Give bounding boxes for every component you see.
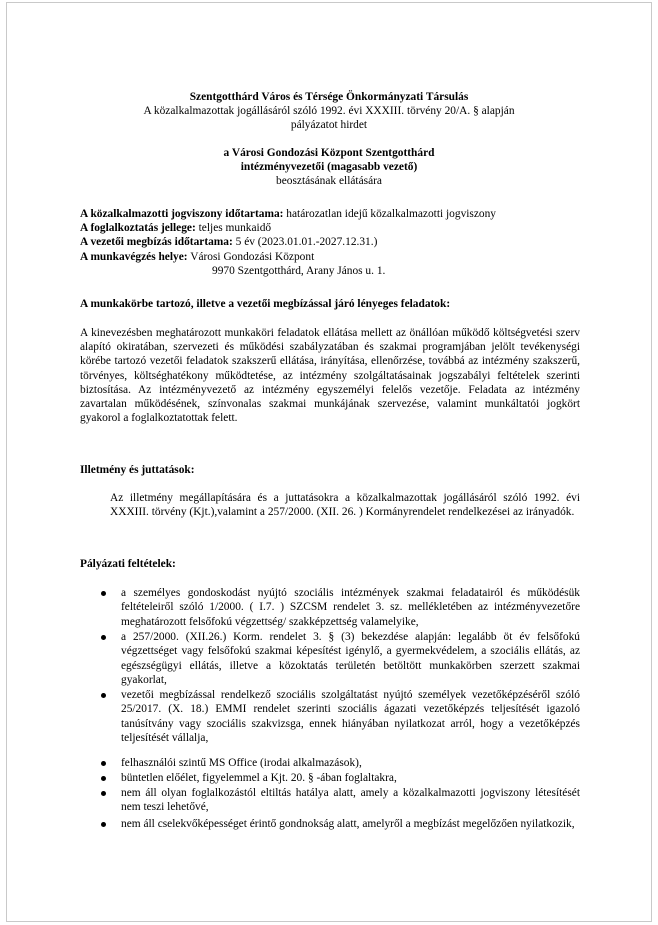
bullet-icon [101,591,106,596]
list-item: nem áll cselekvőképességet érintő gondnokság alatt, amelyről a megbízást megelőzően nyilatkozik, [121,818,575,830]
detail-value: 5 év (2023.01.01.-2027.12.31.) [235,236,378,248]
list-item: a személyes gondoskodást nyújtó szociális intézmények szakmai feladatairól és működésük feltételeiről szóló 1/2000. ( I.7. ) SZCSM rendelet 3. sz. mellékletében az intézményvezetőre meghatározott felsőfokú végzettség/ szakképzettség valamelyike, [121,587,580,628]
detail-row [80,235,377,249]
position-title: intézményvezetői (magasabb vezető) [240,161,418,173]
salary-text: Az illetmény megállapítására és a juttatásokra a közalkalmazottak jogállásáról szóló 1992. évi XXXIII. törvény (Kjt.),valamint a 257/2000. (XII. 26. ) Kormányrendelet rendelkezései az irányadók. [110,492,580,518]
detail-value: Városi Gondozási Központ [190,251,315,263]
list-item: vezetői megbízással rendelkező szociális szolgáltatást nyújtó személyek vezetőképzéséről szóló 25/2017. (X. 18.) EMMI rendelet szerinti szociális ágazati vezetőképzés teljesítését igazoló tanúsítvány vagy szociális szakvizsga, ennek hiányában nyilatkozat arról, hogy a vezetőképzés teljesítését vállalja, [121,689,580,744]
detail-row [80,221,271,235]
conditions-heading: Pályázati feltételek: [80,558,176,570]
bullet-icon [101,635,106,640]
bullet-icon [101,791,106,796]
detail-label: A munkavégzés helye: [80,251,188,263]
detail-value: határozatlan idejű közalkalmazotti jogviszony [286,208,497,220]
duty-line: beosztásának ellátására [276,175,382,187]
org-title: Szentgotthárd Város és Térsége Önkormányzati Társulás [189,91,469,103]
detail-row [80,250,314,264]
detail-row [80,207,496,221]
detail-label: A közalkalmazotti jogviszony időtartama: [80,208,284,220]
list-item: nem áll olyan foglalkozástól eltiltás hatálya alatt, amely a közalkalmazotti jogviszony létesítését nem teszi lehetővé, [121,787,580,814]
list-item: felhasználói szintű MS Office (irodai alkalmazások), [121,757,362,769]
list-item: a 257/2000. (XII.26.) Korm. rendelet 3. § (3) bekezdése alapján: legalább öt év felsőfokú végzettséget vagy felsőfokú szakmai képesítést igénylő, a gyermekvédelem, a szociális ellátás, az egészségügyi ellátás, illetve a közoktatás területén betöltött munkakörben szerzett szakmai gyakorlat, [121,631,580,686]
list-item: büntetlen előélet, figyelemmel a Kjt. 20. § -ában foglaltakra, [121,772,397,784]
duties-heading: A munkakörbe tartozó, illetve a vezetői megbízással járó lényeges feladatok: [80,298,451,310]
bullet-icon [101,761,106,766]
detail-value: teljes munkaidő [198,222,272,234]
institution-name: a Városi Gondozási Központ Szentgotthárd [223,147,435,159]
law-line: A közalkalmazottak jogállásáról szóló 1992. évi XXXIII. törvény 20/A. § alapján [143,105,515,117]
detail-label: A foglalkoztatás jellege: [80,222,196,234]
bullet-icon [101,776,106,781]
detail-label: A vezetői megbízás időtartama: [80,236,233,248]
bullet-icon [101,822,106,827]
duties-text: A kinevezésben meghatározott munkaköri feladatok ellátása mellett az önállóan működő költségvetési szerv alapító okiratában, szervezeti és működési szabályzatában és szakmai programjában jelölt tevékenységi körébe tartozó vezetői feladatok szakszerű ellátása, irányítása, ellenőrzése, továbbá az intézmény szakszerű, törvényes, költséghatékony működtetése, az intézmény szolgáltatásainak jogszabályi feltételek szerinti biztosítása. Az intézményvezető az intézmény egyszemélyi felelős vezetője. Feladata az intézmény zavartalan működésének, színvonalas szakmai munkájának szervezése, valamint munkáltatói jogkört gyakorol a foglalkoztatottak felett. [80,327,580,425]
address-line: 9970 Szentgotthárd, Arany János u. 1. [212,265,386,277]
announce-line: pályázatot hirdet [290,119,368,131]
salary-heading: Illetmény és juttatások: [80,464,195,476]
bullet-icon [101,693,106,698]
